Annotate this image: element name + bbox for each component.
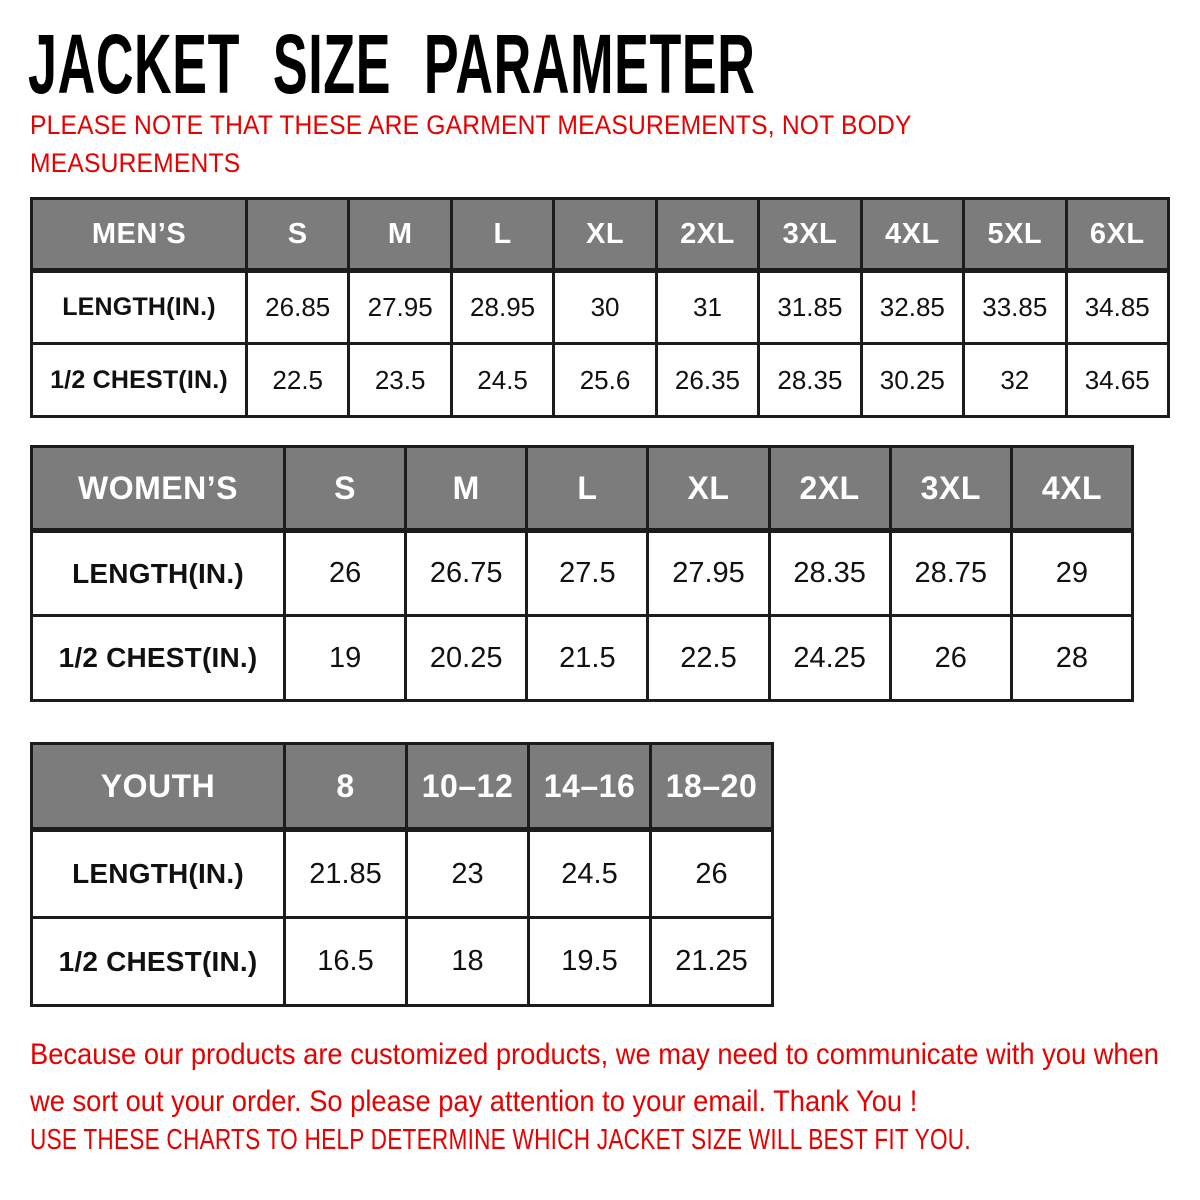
measurement-value-cell: 25.6 <box>554 344 656 417</box>
size-header-cell: 14–16 <box>529 744 651 830</box>
womens-size-table <box>30 445 1134 702</box>
measurement-value-cell: 30 <box>554 271 656 344</box>
mens-size-table <box>30 197 1170 418</box>
size-header-cell: 10–12 <box>407 744 529 830</box>
measurement-value-cell: 20.25 <box>406 616 527 701</box>
size-header-cell: 18–20 <box>651 744 773 830</box>
measurement-value-cell: 26.35 <box>656 344 758 417</box>
size-header-cell: 4XL <box>1011 447 1132 531</box>
measurement-value-cell: 30.25 <box>861 344 963 417</box>
measurement-value-cell: 34.85 <box>1066 271 1169 344</box>
measurement-value-cell: 26 <box>651 830 773 918</box>
size-header-row <box>32 199 1169 271</box>
table-row <box>32 531 1133 616</box>
table-row <box>32 830 773 918</box>
size-header-cell: XL <box>648 447 769 531</box>
size-header-row <box>32 744 773 830</box>
size-header-cell: 6XL <box>1066 199 1169 271</box>
measurement-value-cell: 21.85 <box>285 830 407 918</box>
table-row <box>32 271 1169 344</box>
youth-size-table <box>30 742 774 1007</box>
garment-measurement-note: PLEASE NOTE THAT THESE ARE GARMENT MEASUREMENTS, NOT BODY MEASUREMENTS <box>30 110 912 179</box>
measurement-value-cell: 28 <box>1011 616 1132 701</box>
table-name-cell: WOMEN’S <box>32 447 285 531</box>
size-header-cell: S <box>247 199 349 271</box>
measurement-value-cell: 27.95 <box>349 271 451 344</box>
measurement-value-cell: 21.25 <box>651 918 773 1006</box>
row-label-cell: LENGTH(IN.) <box>32 531 285 616</box>
footer-communication-note: Because our products are customized products, we may need to communicate with you when we sort out your order. So please pay attention to your email. Thank You ! <box>30 1038 1159 1118</box>
measurement-value-cell: 32.85 <box>861 271 963 344</box>
size-header-cell: XL <box>554 199 656 271</box>
measurement-value-cell: 28.95 <box>451 271 553 344</box>
measurement-value-cell: 23 <box>407 830 529 918</box>
measurement-value-cell: 32 <box>964 344 1066 417</box>
row-label-cell: 1/2 CHEST(IN.) <box>32 344 247 417</box>
measurement-value-cell: 24.25 <box>769 616 890 701</box>
measurement-value-cell: 23.5 <box>349 344 451 417</box>
measurement-value-cell: 27.5 <box>527 531 648 616</box>
table-name-cell: YOUTH <box>32 744 285 830</box>
measurement-value-cell: 28.35 <box>769 531 890 616</box>
measurement-value-cell: 28.75 <box>890 531 1011 616</box>
size-header-cell: L <box>527 447 648 531</box>
page-title: JACKET SIZE PARAMETER <box>28 17 756 111</box>
size-header-cell: L <box>451 199 553 271</box>
table-row <box>32 344 1169 417</box>
measurement-value-cell: 33.85 <box>964 271 1066 344</box>
measurement-value-cell: 29 <box>1011 531 1132 616</box>
measurement-value-cell: 19.5 <box>529 918 651 1006</box>
measurement-value-cell: 18 <box>407 918 529 1006</box>
size-header-cell: S <box>285 447 406 531</box>
measurement-value-cell: 31.85 <box>759 271 861 344</box>
size-header-cell: 5XL <box>964 199 1066 271</box>
size-header-cell: 2XL <box>656 199 758 271</box>
size-header-cell: 3XL <box>890 447 1011 531</box>
measurement-value-cell: 24.5 <box>529 830 651 918</box>
measurement-value-cell: 28.35 <box>759 344 861 417</box>
measurement-value-cell: 22.5 <box>648 616 769 701</box>
row-label-cell: LENGTH(IN.) <box>32 271 247 344</box>
table-row <box>32 616 1133 701</box>
size-header-row <box>32 447 1133 531</box>
size-header-cell: 3XL <box>759 199 861 271</box>
measurement-value-cell: 19 <box>285 616 406 701</box>
row-label-cell: 1/2 CHEST(IN.) <box>32 918 285 1006</box>
measurement-value-cell: 34.65 <box>1066 344 1169 417</box>
size-header-cell: 8 <box>285 744 407 830</box>
measurement-value-cell: 21.5 <box>527 616 648 701</box>
measurement-value-cell: 31 <box>656 271 758 344</box>
size-header-cell: 4XL <box>861 199 963 271</box>
measurement-value-cell: 24.5 <box>451 344 553 417</box>
table-row <box>32 918 773 1006</box>
measurement-value-cell: 26 <box>890 616 1011 701</box>
footer-usage-note: USE THESE CHARTS TO HELP DETERMINE WHICH JACKET SIZE WILL BEST FIT YOU. <box>30 1124 971 1156</box>
measurement-value-cell: 16.5 <box>285 918 407 1006</box>
measurement-value-cell: 26 <box>285 531 406 616</box>
table-name-cell: MEN’S <box>32 199 247 271</box>
row-label-cell: LENGTH(IN.) <box>32 830 285 918</box>
size-header-cell: 2XL <box>769 447 890 531</box>
row-label-cell: 1/2 CHEST(IN.) <box>32 616 285 701</box>
measurement-value-cell: 26.85 <box>247 271 349 344</box>
size-header-cell: M <box>406 447 527 531</box>
measurement-value-cell: 27.95 <box>648 531 769 616</box>
measurement-value-cell: 26.75 <box>406 531 527 616</box>
measurement-value-cell: 22.5 <box>247 344 349 417</box>
size-header-cell: M <box>349 199 451 271</box>
